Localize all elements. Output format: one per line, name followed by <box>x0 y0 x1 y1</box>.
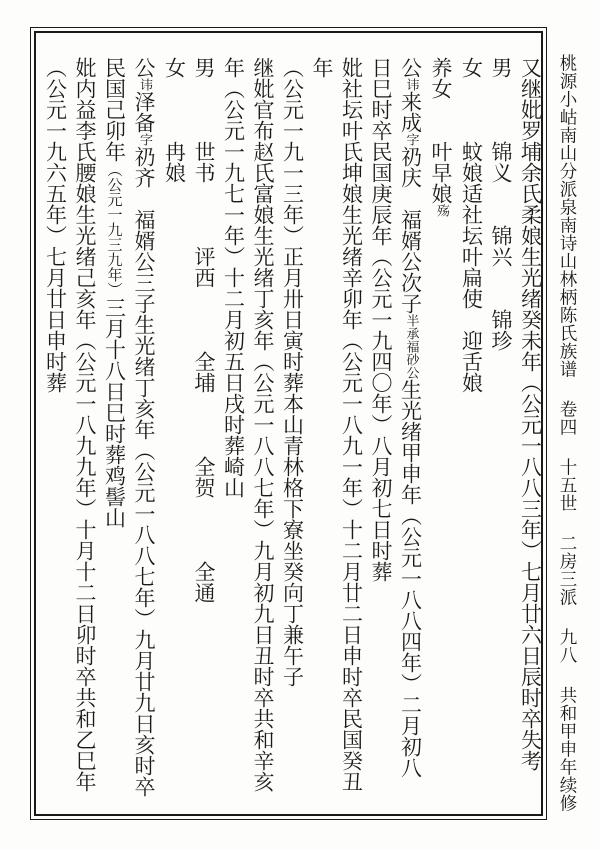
branch-label: 二房三派 <box>557 534 577 607</box>
text-segment: 民国己卯年 <box>102 57 127 162</box>
text-segment: （公元一九六五年）七月廿日申时葬 <box>43 57 68 393</box>
generation-label: 十五世 <box>557 458 577 513</box>
wife-li-line-2 <box>40 57 70 806</box>
entry-zebei-line-1 <box>129 57 160 806</box>
entry-laicheng-line-2 <box>366 57 396 806</box>
text-segment: 女 冉娘 <box>162 57 187 183</box>
text-segment: 三月十八日巳时葬鸡髻山 <box>102 297 127 528</box>
daughters-list-2 <box>159 57 189 806</box>
text-segment: 字 <box>137 133 152 146</box>
text-segment: 殇 <box>434 204 449 217</box>
second-wife-zhao-line-2 <box>218 57 248 806</box>
text-segment: 礽齐 福婿公三子生光绪丁亥年（公元一八八七年）九月廿九日亥时卒 <box>132 146 156 797</box>
foster-daughter <box>426 57 457 806</box>
sons-list-2 <box>189 57 219 806</box>
second-wife-zhao-line-1 <box>248 57 278 806</box>
wife-ye-line-1 <box>307 57 366 806</box>
text-segment: （公元一九三九年） <box>105 162 124 297</box>
text-segment: 养女 叶早娘 <box>429 57 453 204</box>
edition-label: 共和甲申年续修 <box>557 686 577 813</box>
text-segment: 男 世书 评西 全埔 全贺 全通 <box>192 57 216 603</box>
text-segment: 公 <box>132 57 156 78</box>
text-segment: 妣社坛叶氏坤娘生光绪辛卯年（公元一八九一年）十二月廿二日申时卒民国癸丑年 <box>310 57 364 792</box>
text-segment: 字 <box>403 133 419 146</box>
margin-title-column <box>552 54 582 836</box>
wife-li-line-1 <box>70 57 100 806</box>
text-segment: 又继妣罗埔余氏柔娘生光绪癸未年（公元一八八三年）七月廿六日辰时卒失考 <box>518 57 543 771</box>
volume-label: 卷四 <box>557 400 577 437</box>
text-segment: 年（公元一九七一年）十二月初五日戌时葬崎山 <box>221 57 246 498</box>
text-segment: 妣内益李氏腰娘生光绪己亥年（公元一八九九年）十月十二日卯时卒共和乙巳年 <box>73 57 97 792</box>
text-segment: 讳 <box>137 78 152 91</box>
entry-second-wife-yu <box>515 57 545 806</box>
text-segment: 礽庆 福婿公次子 <box>398 146 423 314</box>
text-segment: 半承福砂公 <box>403 314 419 379</box>
entry-laicheng-line-1 <box>395 57 426 806</box>
text-segment: 日巳时卒民国庚辰年（公元一九四〇年）八月初七日时葬 <box>369 57 393 582</box>
page-frame-inner-rule <box>34 31 543 816</box>
wife-ye-line-2 <box>277 57 307 806</box>
entry-zebei-line-2 <box>99 57 129 806</box>
text-segment: 女 蚊娘适社坛叶扁使 迎舌娘 <box>459 57 484 393</box>
daughters-list-1 <box>456 57 486 806</box>
text-segment: （公元一九一三年）正月卅日寅时葬本山青林格下寮坐癸向丁兼午子 <box>280 57 305 687</box>
sons-list-1 <box>486 57 516 806</box>
text-segment: 讳 <box>403 78 419 91</box>
page-number: 九八 <box>557 628 577 665</box>
genealogy-text-block <box>36 33 554 814</box>
text-segment: 公 <box>398 57 423 78</box>
text-segment: 继妣官布赵氏富娘生光绪丁亥年（公元一八八七年）九月初九日丑时卒共和辛亥 <box>251 57 275 792</box>
text-segment: 来成 <box>398 91 423 133</box>
text-segment: 泽备 <box>132 91 156 133</box>
book-title: 桃源小岵南山分派泉南诗山林柄陈氏族谱 <box>557 54 577 378</box>
text-segment: 男 锦义 锦兴 锦珍 <box>489 57 513 351</box>
page-frame <box>30 27 547 820</box>
text-segment: 生光绪甲申年（公元一八八四年）二月初八 <box>398 379 423 778</box>
